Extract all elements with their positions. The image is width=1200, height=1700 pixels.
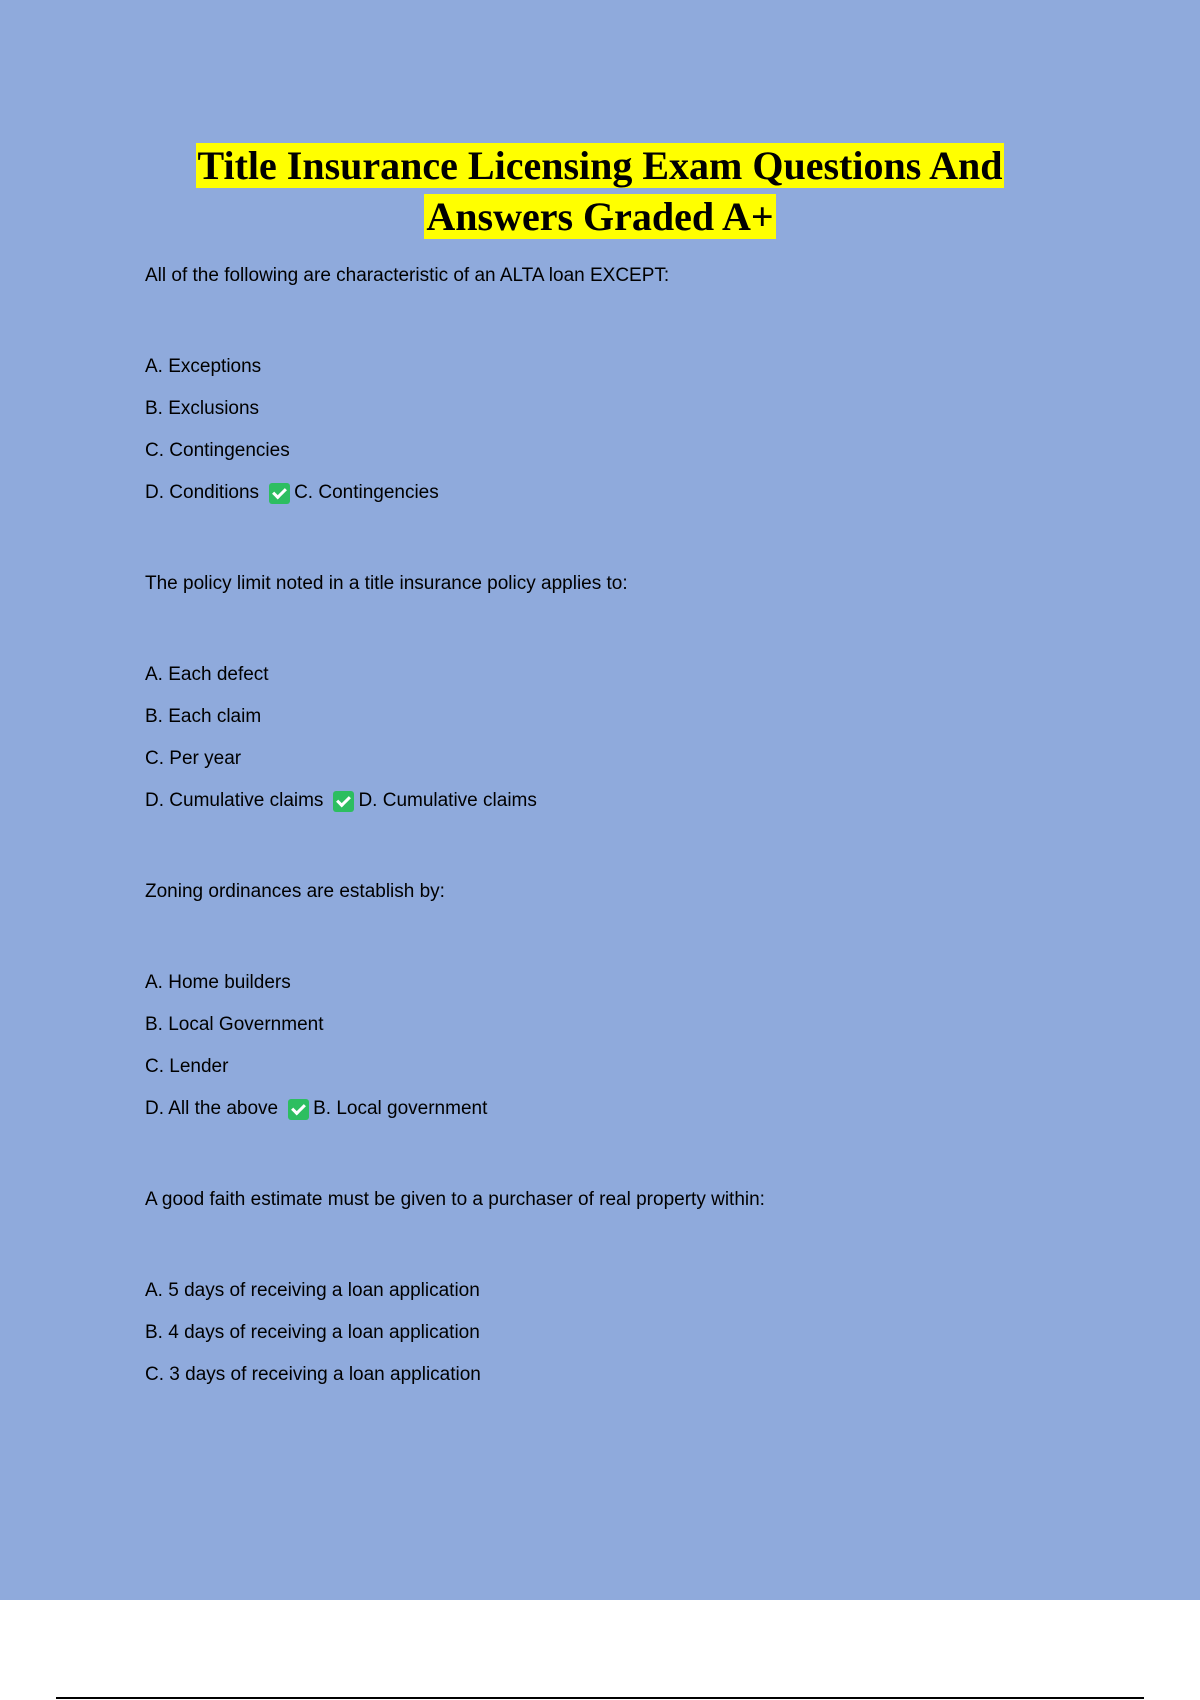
check-mark-icon bbox=[333, 791, 354, 812]
page-title bbox=[0, 140, 1200, 242]
option-b: B. Each claim bbox=[145, 706, 262, 727]
question-block bbox=[145, 1179, 1145, 1396]
correct-answer: C. Contingencies bbox=[294, 482, 439, 503]
option-a: A. Exceptions bbox=[145, 356, 262, 377]
question-block bbox=[145, 871, 1145, 1130]
option-c: C. Contingencies bbox=[145, 440, 290, 461]
option-c: C. Lender bbox=[145, 1056, 229, 1077]
questions-list bbox=[145, 255, 1145, 1396]
check-mark-icon bbox=[269, 483, 290, 504]
correct-answer: B. Local government bbox=[313, 1098, 488, 1119]
question-text: A good faith estimate must be given to a purchaser of real property within: bbox=[145, 1189, 765, 1210]
option-a: A. Home builders bbox=[145, 972, 291, 993]
correct-answer: D. Cumulative claims bbox=[358, 790, 537, 811]
footer-divider bbox=[56, 1697, 1144, 1699]
option-d: D. Cumulative claims bbox=[145, 790, 324, 811]
option-a: A. 5 days of receiving a loan application bbox=[145, 1280, 480, 1301]
option-b: B. Local Government bbox=[145, 1014, 324, 1035]
option-d: D. Conditions bbox=[145, 482, 260, 503]
question-text: The policy limit noted in a title insurance policy applies to: bbox=[145, 573, 628, 594]
question-block bbox=[145, 255, 1145, 514]
option-a: A. Each defect bbox=[145, 664, 269, 685]
question-block bbox=[145, 563, 1145, 822]
option-c: C. 3 days of receiving a loan application bbox=[145, 1364, 481, 1385]
title-line-2: Answers Graded A+ bbox=[426, 194, 774, 239]
option-d-with-answer bbox=[145, 472, 1145, 514]
option-c: C. Per year bbox=[145, 748, 242, 769]
option-d-with-answer bbox=[145, 780, 1145, 822]
option-d: D. All the above bbox=[145, 1098, 279, 1119]
option-b: B. Exclusions bbox=[145, 398, 260, 419]
question-text: All of the following are characteristic of an ALTA loan EXCEPT: bbox=[145, 265, 670, 286]
option-d-with-answer bbox=[145, 1088, 1145, 1130]
question-text: Zoning ordinances are establish by: bbox=[145, 881, 445, 902]
check-mark-icon bbox=[288, 1099, 309, 1120]
option-b: B. 4 days of receiving a loan application bbox=[145, 1322, 480, 1343]
title-line-1: Title Insurance Licensing Exam Questions And bbox=[197, 143, 1003, 188]
